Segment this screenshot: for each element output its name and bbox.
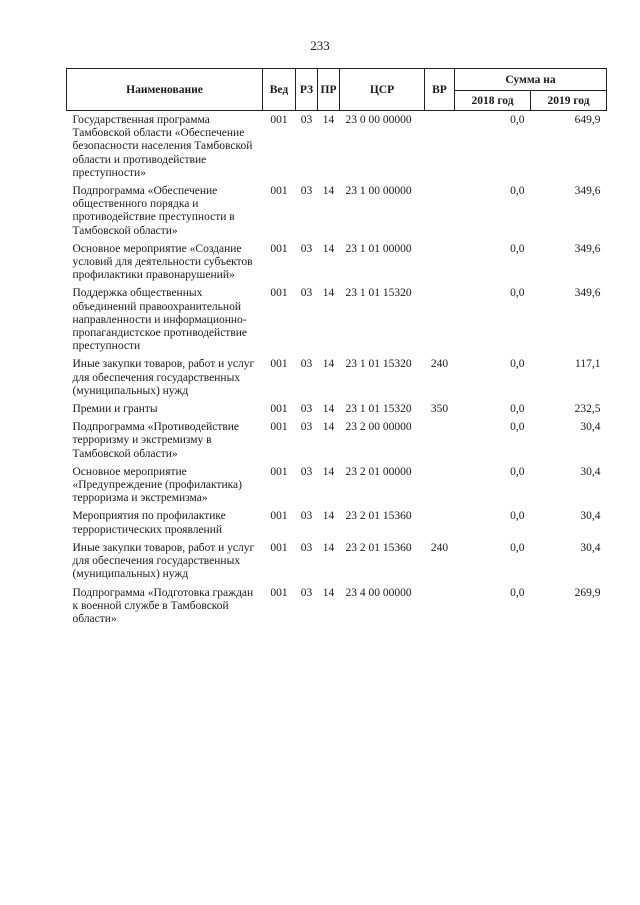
row-amount-2019: 232,5: [574, 403, 601, 416]
row-csr: 23 1 01 15320: [345, 403, 412, 416]
page-number: 233: [310, 38, 330, 53]
row-pr: 14: [322, 358, 335, 371]
row-csr: 23 1 01 00000: [345, 242, 412, 255]
row-ved: 001: [270, 465, 288, 478]
row-rz: 03: [300, 586, 313, 599]
row-pr: 14: [322, 114, 335, 126]
row-rz: 03: [300, 403, 313, 416]
row-name: Подпрограмма «Противодействие терроризму и экстремизму в Тамбовской области»: [72, 421, 240, 460]
row-vr: [425, 182, 455, 240]
row-name: Основное мероприятие «Предупреждение (профилактика) терроризма и экстремизма»: [72, 465, 242, 505]
row-rz: 03: [300, 287, 313, 300]
row-rz: 03: [300, 541, 313, 554]
row-pr: 14: [322, 242, 335, 255]
row-amount-2019: 349,6: [574, 185, 601, 198]
row-amount-2019: 30,4: [580, 421, 601, 434]
row-pr: 14: [322, 465, 335, 478]
table-row: [67, 418, 607, 463]
row-pr: 14: [322, 510, 335, 523]
row-ved: 001: [270, 358, 288, 371]
row-vr: [425, 284, 455, 355]
row-rz: 03: [300, 114, 313, 126]
row-ved: 001: [270, 403, 288, 416]
table-row: [67, 111, 607, 183]
table-row: [67, 507, 607, 538]
row-amount-2018: 0,0: [510, 421, 525, 434]
header-vr: ВР: [425, 69, 455, 111]
row-name: Иные закупки товаров, работ и услуг для обеспечения государственных (муниципальных) нужд: [72, 358, 255, 397]
row-vr: [425, 418, 455, 463]
header-name: Наименование: [67, 69, 263, 111]
row-amount-2019: 30,4: [580, 510, 601, 523]
header-sum: Сумма на: [455, 69, 607, 91]
row-name: Основное мероприятие «Создание условий для деятельности субъектов профилактики правонарушений»: [72, 242, 253, 282]
row-csr: 23 4 00 00000: [345, 586, 412, 599]
row-name: Поддержка общественных объединений правоохранительной направленности и информационно-пропагандистское противодействие преступности: [72, 287, 248, 353]
row-ved: 001: [270, 541, 288, 554]
row-ved: 001: [270, 114, 288, 126]
row-name: Государственная программа Тамбовской области «Обеспечение безопасности населения Тамбовской области и противодействие преступности»: [72, 114, 253, 179]
row-amount-2018: 0,0: [510, 586, 525, 599]
row-csr: 23 1 00 00000: [345, 185, 412, 198]
header-pr: ПР: [318, 69, 340, 111]
row-pr: 14: [322, 586, 335, 599]
row-amount-2019: 349,6: [574, 287, 601, 300]
table-row: [67, 240, 607, 285]
row-amount-2019: 30,4: [580, 465, 601, 478]
row-amount-2018: 0,0: [510, 242, 525, 255]
row-amount-2018: 0,0: [510, 541, 525, 554]
table-row: [67, 463, 607, 508]
row-amount-2019: 269,9: [574, 586, 601, 599]
row-ved: 001: [270, 421, 288, 434]
row-amount-2018: 0,0: [510, 185, 525, 198]
row-pr: 14: [322, 185, 335, 198]
header-ved: Вед: [263, 69, 296, 111]
row-rz: 03: [300, 510, 313, 523]
row-csr: 23 2 01 15360: [345, 510, 412, 523]
row-name: Подпрограмма «Обеспечение общественного порядка и противодействие преступности в Тамбовской области»: [72, 185, 235, 237]
table-row: [67, 182, 607, 240]
table-row: [67, 400, 607, 418]
row-pr: 14: [322, 403, 335, 416]
row-amount-2018: 0,0: [510, 510, 525, 523]
table-header: [67, 69, 607, 111]
row-pr: 14: [322, 541, 335, 554]
row-rz: 03: [300, 358, 313, 371]
row-ved: 001: [270, 185, 288, 198]
row-ved: 001: [270, 287, 288, 300]
row-name: Иные закупки товаров, работ и услуг для обеспечения государственных (муниципальных) нужд: [72, 541, 255, 581]
header-year-2018: 2018 год: [455, 91, 531, 111]
row-name: Мероприятия по профилактике террористических проявлений: [72, 510, 226, 536]
row-vr: 350: [430, 403, 449, 416]
row-vr: [425, 111, 455, 183]
row-amount-2019: 649,9: [574, 114, 601, 126]
row-name: Подпрограмма «Подготовка граждан к военной службе в Тамбовской области»: [72, 586, 254, 625]
row-vr: [425, 584, 455, 629]
row-rz: 03: [300, 185, 313, 198]
row-ved: 001: [270, 242, 288, 255]
table-row: [67, 284, 607, 355]
row-amount-2019: 30,4: [580, 541, 601, 554]
row-name: Премии и гранты: [72, 403, 158, 416]
row-vr: [425, 507, 455, 538]
row-pr: 14: [322, 287, 335, 300]
row-pr: 14: [322, 421, 335, 434]
table-row: [67, 539, 607, 584]
row-csr: 23 1 01 15320: [345, 287, 412, 300]
row-amount-2018: 0,0: [510, 358, 525, 371]
row-csr: 23 0 00 00000: [345, 114, 412, 126]
row-amount-2019: 349,6: [574, 242, 601, 255]
row-csr: 23 2 01 15360: [345, 541, 412, 554]
header-rz: РЗ: [296, 69, 318, 111]
row-csr: 23 2 00 00000: [345, 421, 412, 434]
row-rz: 03: [300, 242, 313, 255]
row-amount-2018: 0,0: [510, 403, 525, 416]
header-year-2019: 2019 год: [531, 91, 607, 111]
row-rz: 03: [300, 465, 313, 478]
table-body: [67, 111, 607, 629]
table-row: [67, 355, 607, 400]
row-amount-2018: 0,0: [510, 287, 525, 300]
row-vr: [425, 463, 455, 508]
budget-table: [66, 68, 607, 628]
row-csr: 23 1 01 15320: [345, 358, 412, 371]
row-amount-2018: 0,0: [510, 114, 525, 126]
row-ved: 001: [270, 510, 288, 523]
row-csr: 23 2 01 00000: [345, 465, 412, 478]
header-csr: ЦСР: [340, 69, 425, 111]
row-amount-2019: 117,1: [575, 358, 601, 371]
row-vr: 240: [430, 358, 449, 371]
table-row: [67, 584, 607, 629]
row-ved: 001: [270, 586, 288, 599]
row-vr: 240: [430, 541, 449, 554]
row-rz: 03: [300, 421, 313, 434]
row-vr: [425, 240, 455, 285]
row-amount-2018: 0,0: [510, 465, 525, 478]
